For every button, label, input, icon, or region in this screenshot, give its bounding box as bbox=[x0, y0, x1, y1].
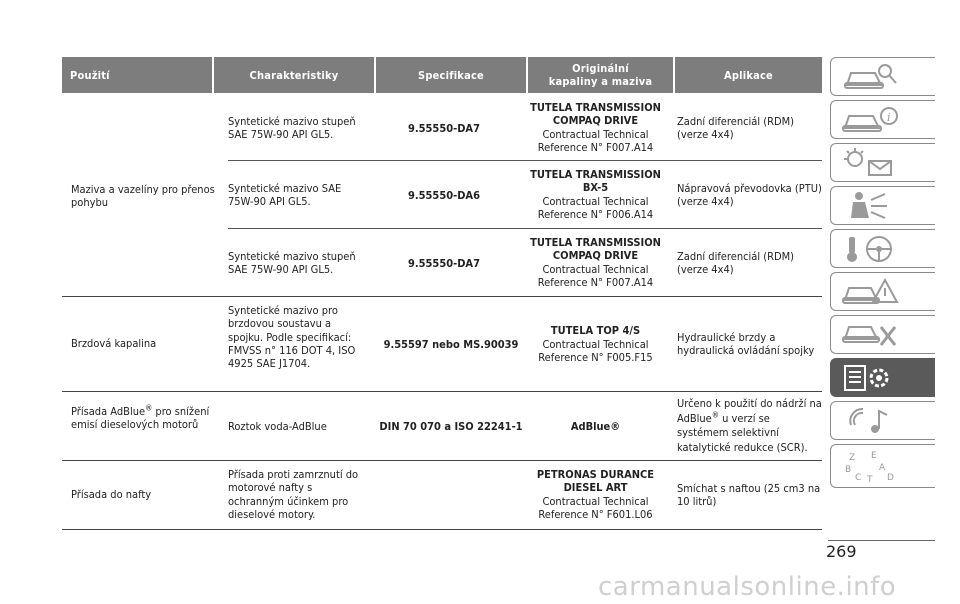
svg-text:C: C bbox=[855, 473, 862, 483]
characteristics-cell: Roztok voda-AdBlue bbox=[228, 420, 327, 433]
fluid-name: TUTELA TRANSMISSION BX-5 bbox=[530, 168, 661, 195]
alphabet-index-icon bbox=[841, 448, 901, 484]
characteristics-cell: Syntetické mazivo stupeň SAE 75W-90 API GL5. bbox=[228, 250, 356, 277]
fluid-name: TUTELA TRANSMISSION COMPAQ DRIVE bbox=[530, 236, 661, 263]
header-original-fluids: Originální kapaliny a maziva bbox=[528, 57, 673, 93]
characteristics-cell: Syntetické mazivo stupeň SAE 75W-90 API GL5. bbox=[228, 115, 356, 142]
svg-text:E: E bbox=[871, 451, 877, 461]
tab-seat-airbag[interactable] bbox=[830, 186, 935, 225]
lights-message-icon bbox=[841, 147, 901, 179]
car-info-icon bbox=[841, 104, 901, 136]
fluid-name: TUTELA TRANSMISSION COMPAQ DRIVE bbox=[530, 101, 661, 128]
application-cell: Zadní diferenciál (RDM) (verze 4x4) bbox=[677, 250, 794, 277]
usage-cell: Maziva a vazelíny pro přenos pohybu bbox=[71, 183, 215, 210]
tab-alphabet-index[interactable] bbox=[830, 444, 935, 488]
watermark: carmanualsonline.info bbox=[598, 572, 897, 602]
seat-airbag-icon bbox=[841, 190, 901, 222]
row-divider bbox=[62, 391, 822, 392]
application-text-continued: u verzí se systémem selektivní katalytické redukce (SCR). bbox=[677, 411, 808, 454]
usage-cell: Přísada do nafty bbox=[71, 488, 152, 501]
page-number-rule bbox=[828, 540, 935, 541]
fluid-reference: Contractual Technical Reference N° F006.A14 bbox=[537, 195, 654, 222]
specification-cell: DIN 70 070 a ISO 22241-1 bbox=[379, 420, 523, 433]
fluid-name: AdBlue® bbox=[570, 420, 621, 433]
media-sound-icon bbox=[841, 405, 901, 437]
fluid-name: PETRONAS DURANCE DIESEL ART bbox=[536, 468, 655, 495]
tab-key-steering[interactable] bbox=[830, 229, 935, 268]
fluid-name: TUTELA TOP 4/S bbox=[550, 324, 641, 337]
svg-text:i: i bbox=[887, 110, 891, 124]
tab-specs-gear[interactable] bbox=[830, 358, 935, 397]
usage-cell: Brzdová kapalina bbox=[71, 337, 157, 350]
specification-cell: 9.55550-DA7 bbox=[408, 257, 480, 270]
car-tools-icon bbox=[841, 319, 901, 351]
tab-car-warning[interactable] bbox=[830, 272, 935, 311]
page-number: 269 bbox=[826, 542, 857, 561]
row-divider bbox=[62, 296, 822, 297]
svg-text:Z: Z bbox=[849, 453, 856, 463]
tab-car-tools[interactable] bbox=[830, 315, 935, 354]
application-cell bbox=[677, 397, 822, 455]
characteristics-cell: Přísada proti zamrznutí do motorové nafty s ochranným účinkem pro dieselové motory. bbox=[228, 468, 359, 521]
characteristics-cell: Syntetické mazivo pro brzdovou soustavu a spojku. Podle specifikací: FMVSS n° 116 DOT 4, ISO 4925 SAE J1704. bbox=[228, 304, 356, 371]
registered-mark: ® bbox=[145, 403, 153, 413]
fluid-reference: Contractual Technical Reference N° F601.L06 bbox=[538, 495, 653, 522]
specification-cell: 9.55550-DA7 bbox=[408, 122, 480, 135]
tab-car-info[interactable] bbox=[830, 100, 935, 139]
tab-car-search[interactable] bbox=[830, 57, 935, 96]
fluid-reference: Contractual Technical Reference N° F007.A14 bbox=[537, 128, 654, 155]
usage-text-continued: pro snížení emisí dieselových motorů bbox=[71, 405, 210, 432]
fluid-reference: Contractual Technical Reference N° F005.F15 bbox=[538, 338, 653, 365]
tab-lights-message[interactable] bbox=[830, 143, 935, 182]
registered-mark: ® bbox=[711, 409, 719, 419]
specification-cell: 9.55597 nebo MS.90039 bbox=[383, 338, 519, 351]
svg-text:B: B bbox=[845, 465, 852, 475]
car-search-icon bbox=[841, 61, 901, 93]
tab-media-sound[interactable] bbox=[830, 401, 935, 440]
application-cell: Nápravová převodovka (PTU) (verze 4x4) bbox=[677, 182, 822, 209]
application-cell: Hydraulické brzdy a hydraulická ovládání spojky bbox=[677, 331, 815, 358]
car-warning-icon bbox=[841, 276, 901, 308]
specs-gear-icon bbox=[841, 362, 901, 394]
application-cell: Smíchat s naftou (25 cm3 na 10 litrů) bbox=[677, 482, 821, 509]
fluid-reference: Contractual Technical Reference N° F007.A14 bbox=[537, 263, 654, 290]
row-divider bbox=[228, 160, 822, 161]
usage-cell bbox=[71, 405, 219, 432]
table-bottom-rule bbox=[62, 529, 822, 530]
row-divider bbox=[228, 228, 822, 229]
row-divider bbox=[62, 460, 822, 461]
header-specification: Specifikace bbox=[376, 57, 526, 93]
header-characteristics: Charakteristiky bbox=[214, 57, 374, 93]
characteristics-cell: Syntetické mazivo SAE 75W-90 API GL5. bbox=[228, 182, 342, 209]
svg-text:D: D bbox=[887, 473, 894, 483]
application-text: Určeno k použití do nádrží na AdBlue bbox=[677, 397, 822, 425]
application-cell: Zadní diferenciál (RDM) (verze 4x4) bbox=[677, 115, 794, 142]
specification-cell: 9.55550-DA6 bbox=[408, 189, 480, 202]
usage-text: Přísada AdBlue bbox=[71, 405, 146, 418]
svg-text:T: T bbox=[867, 475, 873, 484]
header-usage: Použití bbox=[62, 57, 212, 93]
key-steering-icon bbox=[841, 233, 901, 265]
svg-text:A: A bbox=[879, 463, 886, 473]
header-application: Aplikace bbox=[675, 57, 822, 93]
